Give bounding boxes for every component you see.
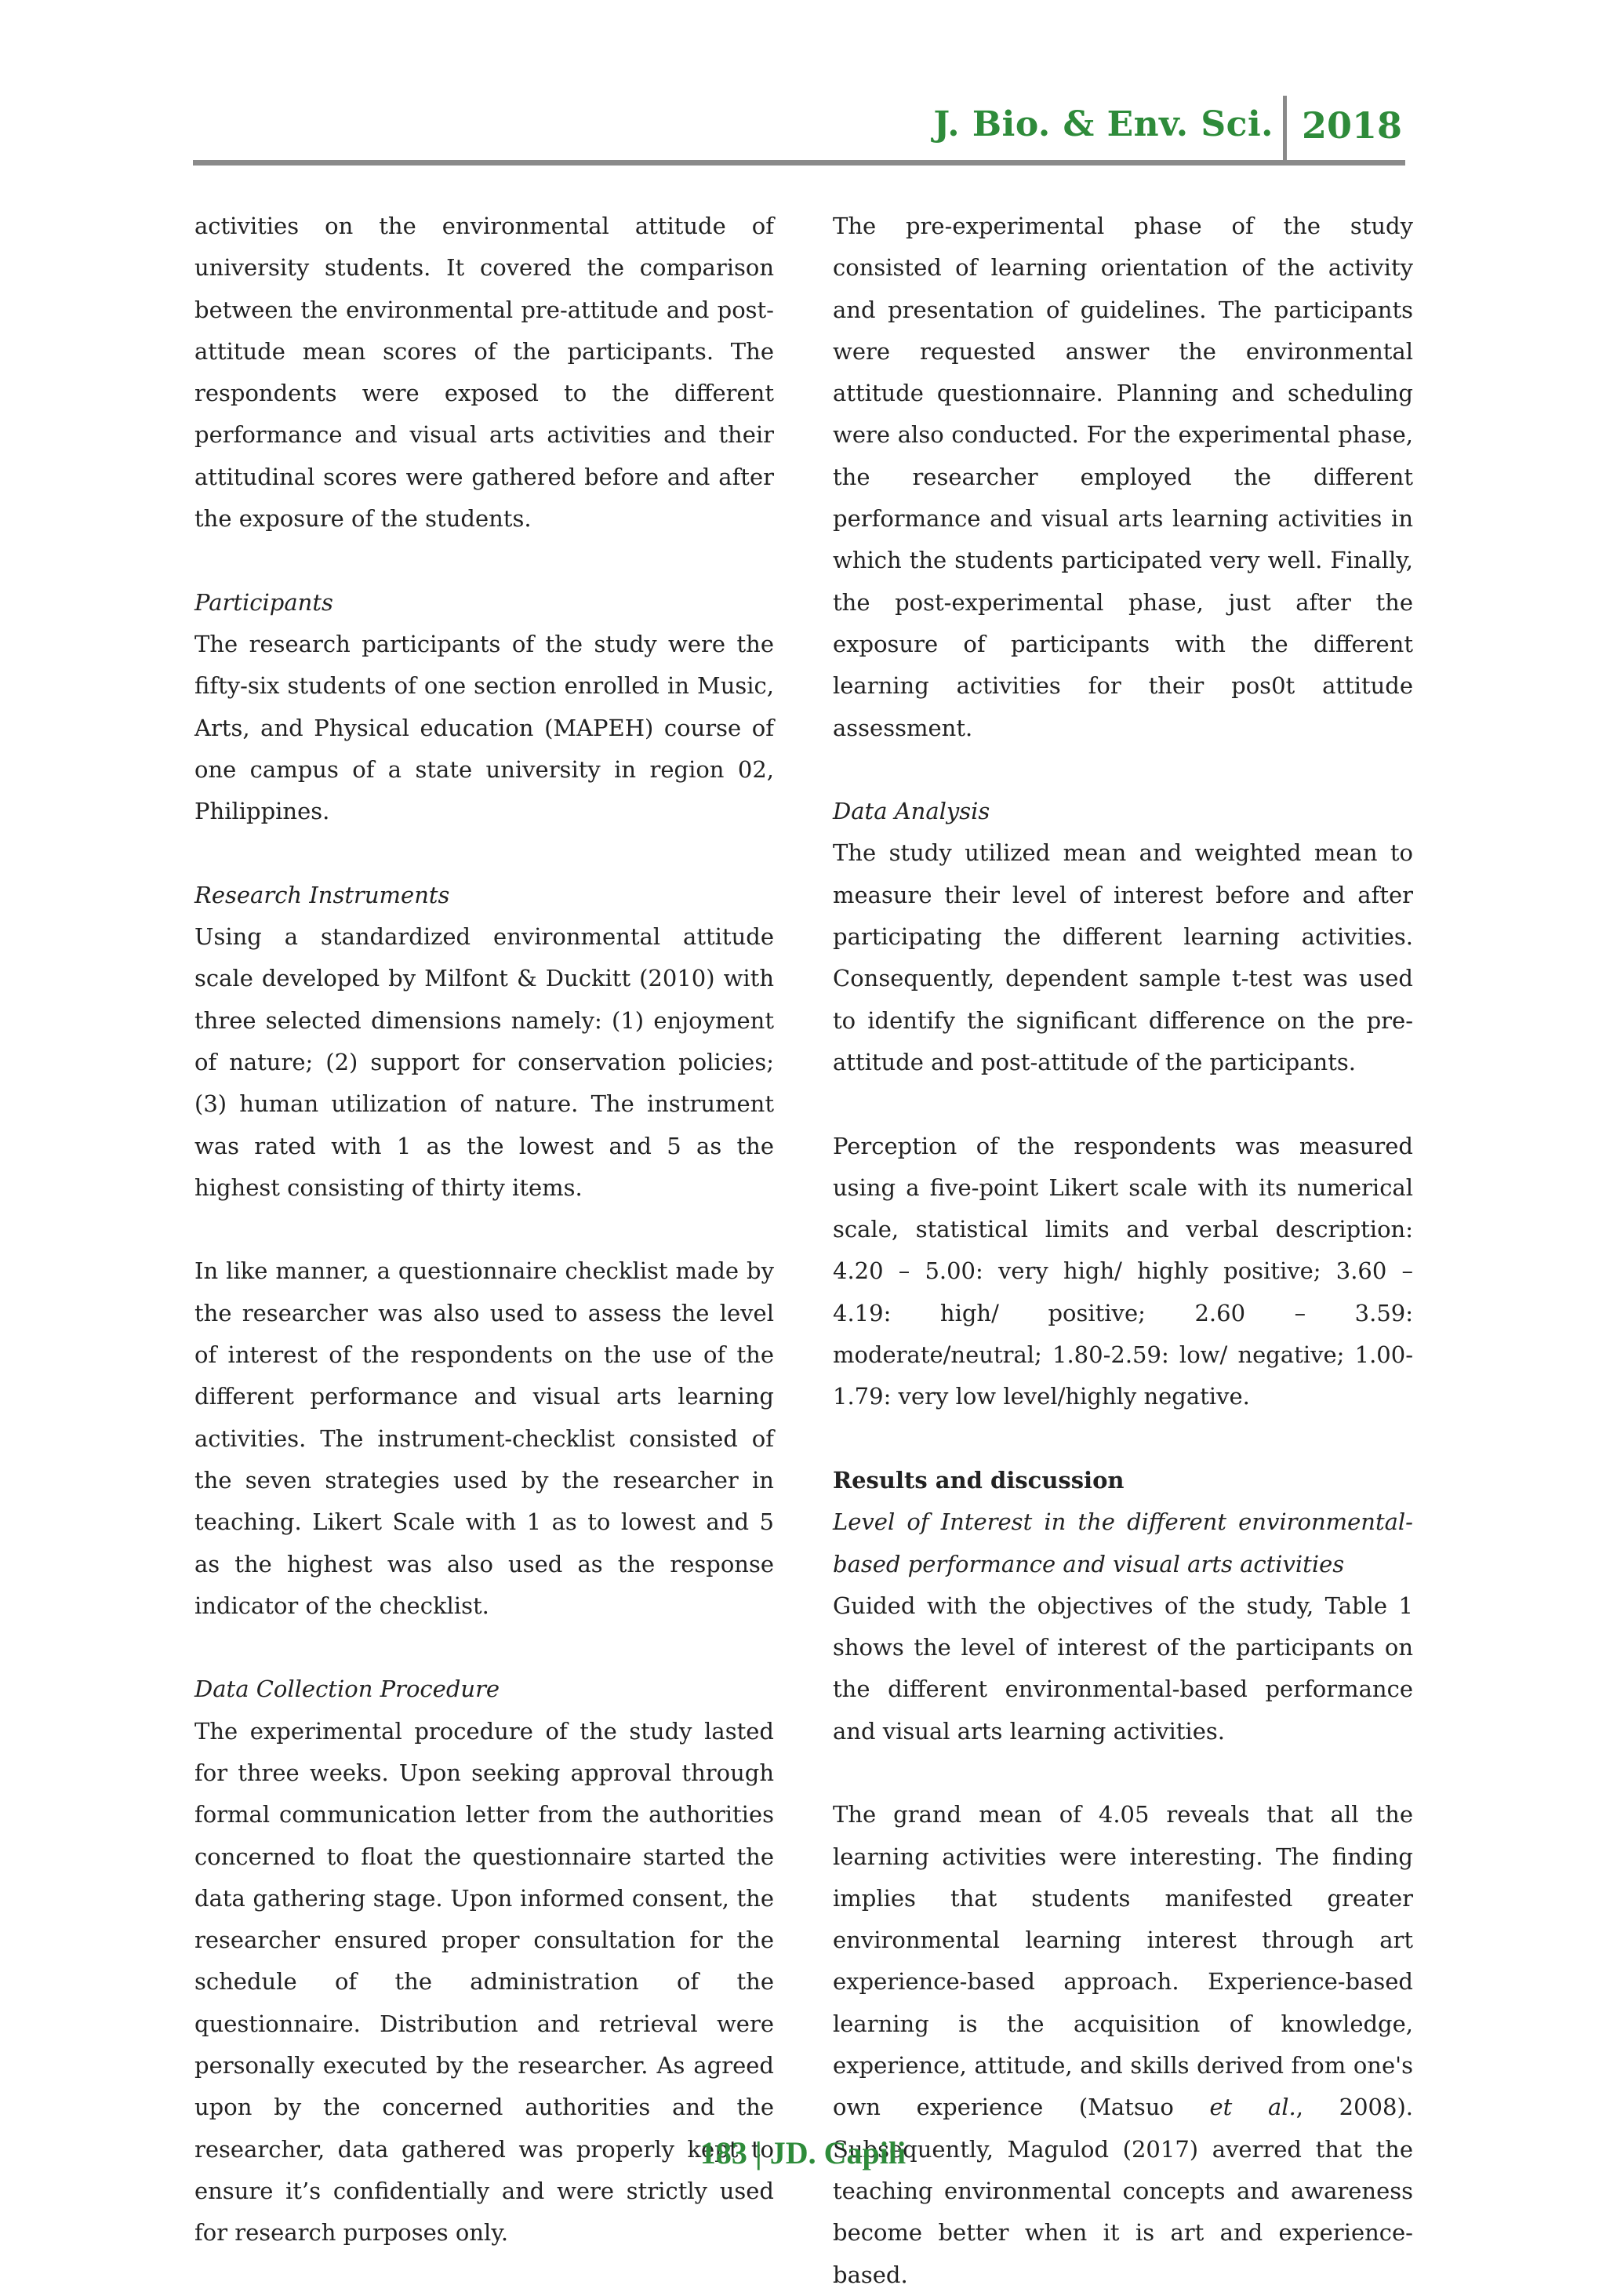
right-column [833, 206, 1413, 2296]
spacer [194, 540, 774, 581]
perception-paragraph: Perception of the respondents was measured using a five-point Likert scale with its numerical scale, statistical limits and verbal description: 4.20 – 5.00: very high/ highly positive; 3.60 – 4.19: high/ positive; 2.60 – 3.59: moderate/neutral; 1.80-2.59: low/ negative; 1.00-1.79: very low level/highly negative. [833, 1132, 1413, 1410]
intro-paragraph: activities on the environmental attitude of university students. It covered the comparison between the environmental pre-attitude and post-attitude mean scores of the participants. The respondents were exposed to the different performance and visual arts activities and their attitudinal scores were gathered before and after the exposure of the students. [194, 213, 774, 533]
instruments-heading: Research Instruments [194, 881, 450, 908]
page-footer: 183 | JD. Capili [699, 2135, 907, 2170]
spacer [194, 1627, 774, 1668]
collection-heading: Data Collection Procedure [194, 1676, 500, 1703]
et-al-citation: et al. [1209, 2094, 1296, 2121]
spacer [194, 1209, 774, 1250]
grand-mean-text-end: , 2008). Subsequently, Magulod (2017) averred that the teaching environmental concepts and awareness become better when it is art and experience-based. [833, 2094, 1413, 2288]
participants-paragraph: The research participants of the study were the fifty-six students of one section enrolled in Music, Arts, and Physical education (MAPEH) course of one campus of a state university in region 02, Philippines. [194, 630, 774, 825]
journal-name: J. Bio. & Env. Sci. [933, 104, 1274, 144]
guided-paragraph: Guided with the objectives of the study, Table 1 shows the level of interest of the participants on the different environmental-based performance and visual arts learning activities. [833, 1592, 1413, 1745]
collection-paragraph: The experimental procedure of the study lasted for three weeks. Upon seeking approval through formal communication letter from the authorities concerned to float the questionnaire started the data gathering stage. Upon informed consent, the researcher ensured proper consultation for the schedule of the administration of the questionnaire. Distribution and retrieval were personally executed by the researcher. As agreed upon by the concerned authorities and the researcher, data gathered was properly kept to ensure it’s confidentially and were strictly used for research purposes only. [194, 1717, 774, 2247]
instruments-paragraph: Using a standardized environmental attitude scale developed by Milfont & Duckitt (2010) with three selected dimensions namely: (1) enjoyment of nature; (2) support for conservation policies; (3) human utilization of nature. The instrument was rated with 1 as the lowest and 5 as the highest consisting of thirty items. [194, 923, 774, 1201]
header-divider [1283, 96, 1287, 162]
checklist-paragraph: In like manner, a questionnaire checklist made by the researcher was also used to assess the level of interest of the respondents on the use of the different performance and visual arts learning activities. The instrument-checklist consisted of the seven strategies used by the researcher in teaching. Likert Scale with 1 as to lowest and 5 as the highest was also used as the response indicator of the checklist. [194, 1257, 774, 1619]
grand-mean-text: The grand mean of 4.05 reveals that all the learning activities were interesting. The finding implies that students manifested greater environmental learning interest through art experience-based approach. Experience-based learning is the acquisition of knowledge, experience, attitude, and skills derived from one's own experience (Matsuo [833, 1801, 1413, 2121]
level-heading: Level of Interest in the different environmental-based performance and visual arts activities [833, 1508, 1413, 1577]
journal-year: 2018 [1302, 104, 1403, 147]
grand-mean-paragraph [833, 1794, 1413, 2296]
phase-paragraph: The pre-experimental phase of the study consisted of learning orientation of the activity and presentation of guidelines. The participants were requested answer the environmental attitude questionnaire. Planning and scheduling were also conducted. For the experimental phase, the researcher employed the different performance and visual arts learning activities in which the students participated very well. Finally, the post-experimental phase, just after the exposure of participants with the different learning activities for their pos0t attitude assessment. [833, 213, 1413, 741]
analysis-paragraph: The study utilized mean and weighted mean to measure their level of interest before and after participating the different learning activities. Consequently, dependent sample t-test was used to identify the significant difference on the pre-attitude and post-attitude of the participants. [833, 839, 1413, 1075]
header-rule [193, 160, 1405, 166]
spacer [194, 832, 774, 874]
left-column [194, 206, 774, 2254]
spacer [833, 1752, 1413, 1794]
participants-heading: Participants [194, 588, 333, 616]
spacer [833, 1083, 1413, 1125]
analysis-heading: Data Analysis [833, 798, 990, 825]
spacer [833, 749, 1413, 791]
results-heading: Results and discussion [833, 1466, 1125, 1494]
spacer [833, 1418, 1413, 1460]
